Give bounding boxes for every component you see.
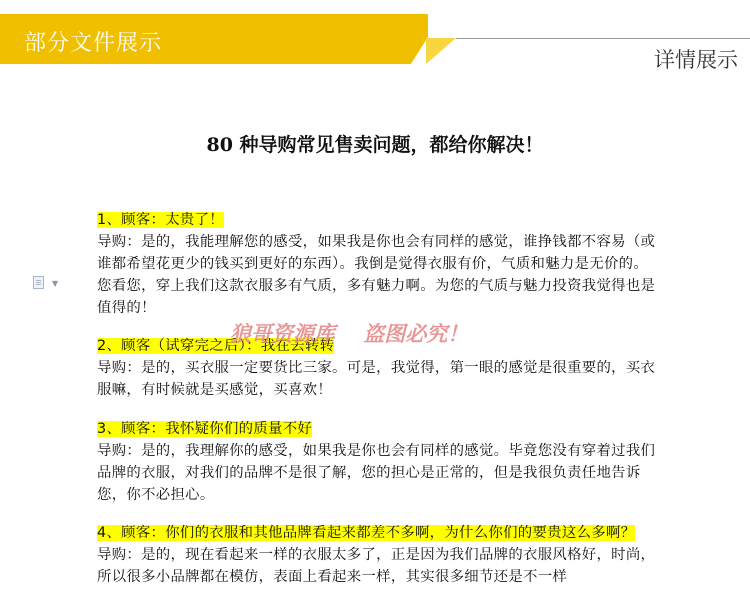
banner-accent [426, 38, 456, 64]
answer-3: 导购：是的，我理解你的感受，如果我是你也会有同样的感觉。毕竟您没有穿着过我们品牌的衣服，对我们的品牌不是很了解，您的担心是正常的，但是我很负责任地告诉您，你不必担心。 [97, 443, 656, 503]
question-2: 2、顾客（试穿完之后）：我在去转转 [97, 338, 335, 354]
answer-2: 导购：是的，买衣服一定要货比三家。可是，我觉得，第一眼的感觉是很重要的，买衣服嘛，有时候就是买感觉，买喜欢！ [97, 360, 656, 398]
details-title: 详情展示 [654, 48, 738, 72]
qa-item [97, 522, 657, 588]
header-divider [456, 38, 750, 39]
question-4: 4、顾客：你们的衣服和其他品牌看起来都差不多啊，为什么你们的要贵这么多啊？ [97, 525, 636, 541]
qa-item [97, 418, 657, 506]
answer-1: 导购：是的，我能理解您的感受，如果我是你也会有同样的感觉，谁挣钱都不容易（或谁都希望花更少的钱买到更好的东西）。我倒是觉得衣服有价，气质和魅力是无价的。您看您，穿上我们这款衣服多有气质，多有魅力啊。为您的气质与魅力投资我觉得也是值得的！ [97, 234, 656, 316]
section-title: 部分文件展示 [24, 31, 163, 56]
document-title: 80 种导购常见售卖问题，都给你解决！ [206, 134, 544, 156]
dropdown-caret-icon[interactable]: ▼ [52, 279, 59, 288]
question-1: 1、顾客：太贵了！ [97, 212, 224, 228]
answer-4: 导购：是的，现在看起来一样的衣服太多了，正是因为我们品牌的衣服风格好，时尚，所以很多小品牌都在模仿，表面上看起来一样，其实很多细节还是不一样 [97, 547, 656, 585]
qa-item [97, 209, 657, 319]
document-icon[interactable] [33, 276, 44, 289]
question-3: 3、顾客：我怀疑你们的质量不好 [97, 421, 313, 437]
watermark: 狼哥资源库 盗图必究！ [230, 322, 469, 346]
